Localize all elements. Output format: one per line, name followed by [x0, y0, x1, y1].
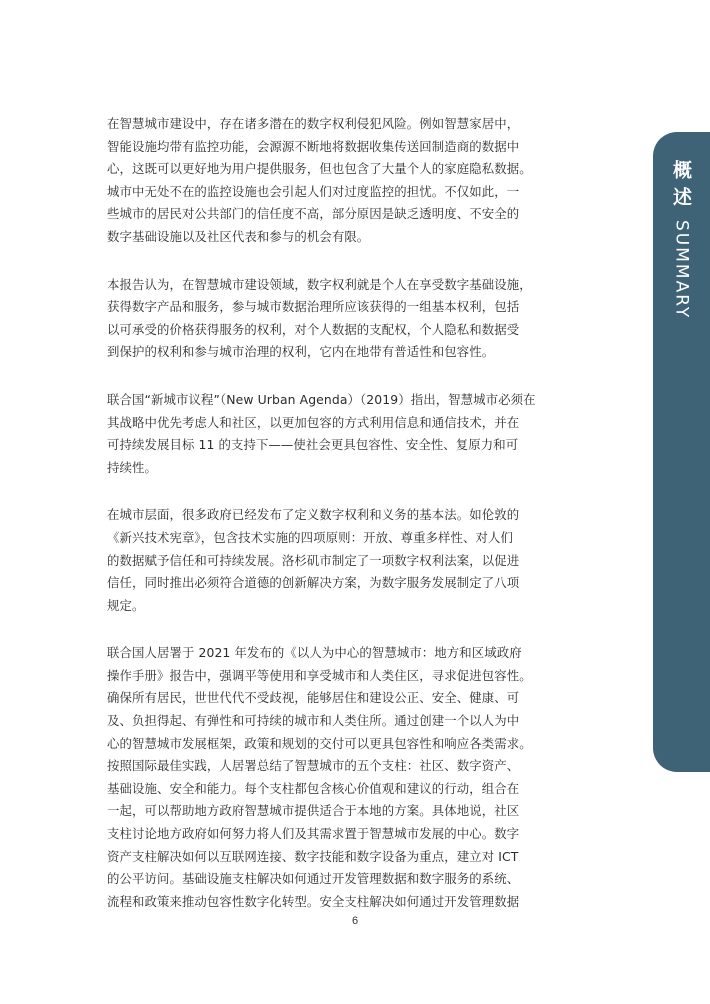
paragraph-digital-rights-definition [107, 274, 602, 364]
text-line: 一起，可以帮助地方政府智慧城市提供适合于本地的方案。具体地说，社区 [107, 803, 520, 819]
text-line: 的公平访问。基础设施支柱解决如何通过开发管理数据和数字服务的系统、 [107, 871, 520, 887]
text-line: 可持续发展目标 11 的支持下——使社会更具包容性、安全性、复原力和可 [107, 437, 519, 453]
paragraph-new-urban-agenda [107, 389, 602, 479]
section-title [653, 160, 710, 319]
text-line: 在城市层面，很多政府已经发布了定义数字权利和义务的基本法。如伦敦的 [107, 507, 520, 523]
section-title-english: SUMMARY [671, 220, 692, 320]
text-line: 按照国际最佳实践，人居署总结了智慧城市的五个支柱：社区、数字资产、 [107, 758, 520, 774]
text-line: 操作手册》报告中，强调平等使用和享受城市和人类住区，寻求促进包容性。 [107, 667, 532, 683]
text-line: 数字基础设施以及社区代表和参与的机会有限。 [107, 228, 370, 244]
text-line: 在智慧城市建设中，存在诸多潜在的数字权利侵犯风险。例如智慧家居中， [107, 116, 520, 131]
text-line: 联合国人居署于 2021 年发布的《以人为中心的智慧城市：地方和区域政府 [107, 645, 522, 661]
body-text [107, 113, 602, 938]
text-line: 规定。 [107, 597, 145, 613]
section-title-chinese: 概述 [670, 160, 692, 214]
page-number: 6 [351, 915, 359, 927]
text-line: 以可承受的价格获得服务的权利，对个人数据的支配权，个人隐私和数据受 [107, 321, 520, 337]
text-line: 流程和政策来推动包容性数字化转型。安全支柱解决如何通过开发管理数据 [107, 893, 520, 909]
text-line: 确保所有居民，世世代代不受歧视，能够居住和建设公正、安全、健康、可 [107, 690, 520, 706]
text-line: 其战略中优先考虑人和社区，以更加包容的方式利用信息和通信技术，并在 [107, 414, 520, 430]
text-line: 《新兴技术宪章》，包含技术实施的四项原则：开放、尊重多样性、对人们 [107, 529, 513, 545]
text-line: 心，这既可以更好地为用户提供服务，但也包含了大量个人的家庭隐私数据。 [107, 161, 532, 177]
text-line: 智能设施均带有监控功能，会源源不断地将数据收集传送回制造商的数据中 [107, 138, 520, 154]
text-line: 基础设施、安全和能力。每个支柱都包含核心价值观和建议的行动，组合在 [107, 780, 520, 796]
text-line: 信任，同时推出必须符合道德的创新解决方案，为数字服务发展制定了八项 [107, 575, 520, 591]
paragraph-city-level-laws [107, 504, 602, 617]
paragraph-un-habitat-playbook [107, 642, 602, 913]
text-line: 及、负担得起、有弹性和可持续的城市和人类住所。通过创建一个以人为中 [107, 713, 520, 729]
text-line: 的数据赋予信任和可持续发展。洛杉矶市制定了一项数字权利法案，以促进 [107, 552, 520, 568]
section-side-tab [653, 132, 710, 772]
text-line: 心的智慧城市发展框架，政策和规划的交付可以更具包容性和响应各类需求。 [107, 735, 532, 751]
text-line: 联合国“新城市议程”（New Urban Agenda）（2019）指出，智慧城市必须在 [107, 391, 536, 407]
text-line: 些城市的居民对公共部门的信任度不高，部分原因是缺乏透明度、不安全的 [107, 206, 520, 222]
text-line: 本报告认为，在智慧城市建设领域，数字权利就是个人在享受数字基础设施， [107, 276, 532, 292]
text-line: 持续性。 [107, 459, 157, 475]
text-line: 获得数字产品和服务，参与城市数据治理所应该获得的一组基本权利，包括 [107, 299, 520, 315]
paragraph-digital-rights-risks [107, 113, 602, 249]
text-line: 支柱讨论地方政府如何努力将人们及其需求置于智慧城市发展的中心。数字 [107, 826, 520, 842]
text-line: 到保护的权利和参与城市治理的权利，它内在地带有普适性和包容性。 [107, 344, 495, 360]
text-line: 城市中无处不在的监控设施也会引起人们对过度监控的担忧。不仅如此，一 [107, 183, 520, 199]
text-line: 资产支柱解决如何以互联网连接、数字技能和数字设备为重点，建立对 ICT [107, 848, 519, 864]
